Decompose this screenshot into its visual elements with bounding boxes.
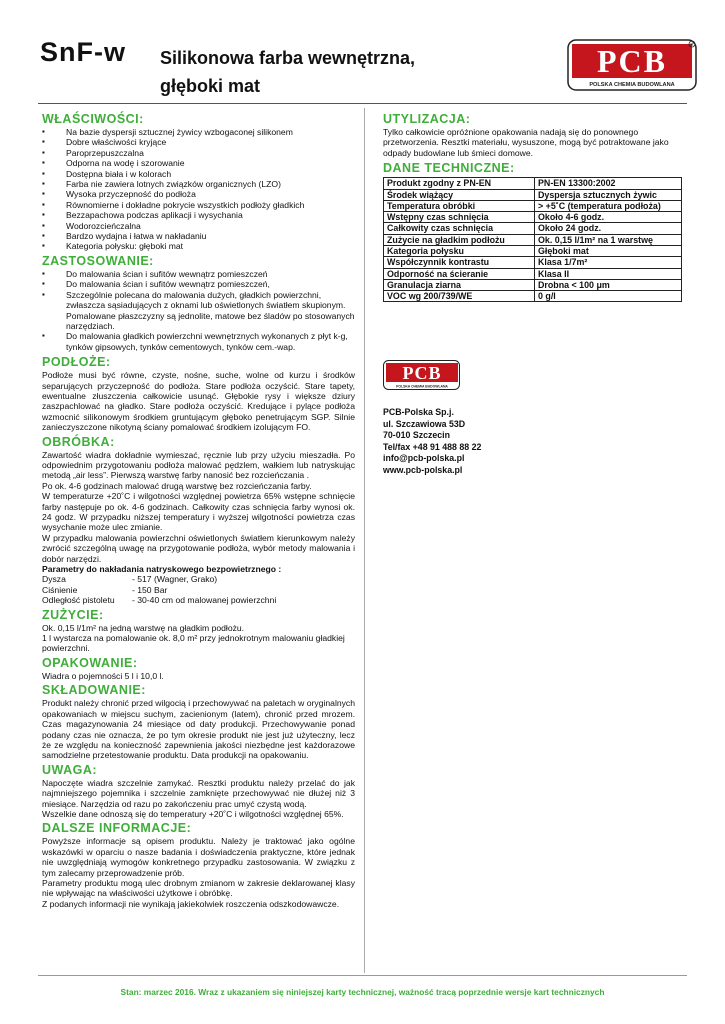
list-item: ▪ Bezzapachowa podczas aplikacji i wysychania <box>42 210 355 220</box>
skladowanie-text: Produkt należy chronić przed wilgocią i przechowywać na paletach w oryginalnych opakowaniach w miejscu suchym, zacienionym (latem), chronić przed mrozem. Czas magazynowania 24 miesiące od daty produkcji. Przechowywanie ponad podany czas nie oznacza, że po tym okresie produkt nie jest już użyteczny, lecz że ze względu na konieczność zapewnienia jakości niezbędne jest każdorazowe samodzielne przetestowanie produktu. Data produkcji na opakowaniu. <box>42 698 355 761</box>
dalsze-text <box>42 836 355 909</box>
spray-param-value: - 517 (Wagner, Grako) <box>132 574 218 585</box>
obrobka-text <box>42 450 355 564</box>
param-name-cell: Kategoria połysku <box>384 246 535 257</box>
spray-param-key: Dysza <box>42 574 66 585</box>
list-item: ▪ Wysoka przyczepność do podłoża <box>42 189 355 199</box>
param-value-cell: Dyspersja sztucznych żywic <box>535 189 682 200</box>
wlasciwosci-heading: WŁAŚCIWOŚCI: <box>42 112 144 126</box>
paragraph: W temperaturze +20˚C i wilgotności względnej powietrza 65% wstępne schnięcie farby następuje po ok. 4-6 godzinach. Całkowity czas schnięcia farby wynosi ok. 24 godz. W przypadku niższej temperatury i wyższej wilgotności powietrza czas wysychanie może ulec zmianie. <box>42 491 355 533</box>
param-name-cell: Granulacja ziarna <box>384 279 535 290</box>
param-name-cell: Całkowity czas schnięcia <box>384 223 535 234</box>
list-item: ▪ Dostępna biała i w kolorach <box>42 169 355 179</box>
param-name-cell: VOC wg 200/739/WE <box>384 291 535 302</box>
product-title <box>160 44 500 100</box>
param-value-cell: Około 24 godz. <box>535 223 682 234</box>
utylizacja-text: Tylko całkowicie opróżnione opakowania nadają się do ponownego przetworzenia. Resztki materiału, wysuszone, mogą być potraktowane jako odpady budowlane lub śmieci domowe. <box>383 127 669 158</box>
uwaga-text: Napoczęte wiadra szczelnie zamykać. Resztki produktu należy przelać do jak najmniejszego pojemnika i szczelnie zamknięte przechowywać nie dłużej niż 3 miesiące. Narzędzia od razu po zakończeniu prac umyć czystą wodą. <box>42 777 355 809</box>
utylizacja-heading: UTYLIZACJA: <box>383 112 471 126</box>
product-title-line-2: głęboki mat <box>160 76 261 96</box>
contact-line: ul. Szczawiowa 53D <box>383 418 466 429</box>
uwaga-heading: UWAGA: <box>42 762 98 777</box>
contact-line: www.pcb-polska.pl <box>383 464 463 475</box>
uwaga-text-2: Wszelkie dane odnoszą się do temperatury +20˚C i wilgotności względnej 65%. <box>42 808 344 819</box>
param-name-cell: Środek wiążący <box>384 189 535 200</box>
column-divider <box>364 108 365 973</box>
list-item: ▪ Na bazie dyspersji sztucznej żywicy wzbogaconej silikonem <box>42 127 355 137</box>
spray-param-row <box>42 595 355 605</box>
obrobka-heading: OBRÓBKA: <box>42 434 115 449</box>
tech-data-table <box>383 177 682 302</box>
param-name-cell: Wstępny czas schnięcia <box>384 212 535 223</box>
list-item: ▪ Wodorozcieńczalna <box>42 221 355 231</box>
param-value-cell: Drobna < 100 μm <box>535 279 682 290</box>
table-row <box>384 178 682 189</box>
spray-param-key: Ciśnienie <box>42 584 78 595</box>
paragraph: Z podanych informacji nie wynikają jakiekolwiek roszczenia odszkodowawcze. <box>42 898 340 909</box>
paragraph: Powyższe informacje są opisem produktu. Należy je traktować jako ogólne wskazówki w oparciu o nasze badania i doświadczenia praktyczne, które jednak nie uwzględniają wymogów konkretnego przypadku zastosowania. W związku z tym zalecamy przeprowadzenie prób. <box>42 836 355 878</box>
svg-text:R: R <box>690 42 694 47</box>
table-row <box>384 268 682 279</box>
spray-param-value: - 150 Bar <box>132 584 168 595</box>
footer-note: Stan: marzec 2016. Wraz z ukazaniem się niniejszej karty technicznej, ważność tracą poprzednie wersje kart technicznych <box>120 987 605 997</box>
param-value-cell: 0 g/l <box>535 291 682 302</box>
param-name-cell: Odporność na ścieranie <box>384 268 535 279</box>
opakowanie-text: Wiadra o pojemności 5 l i 10,0 l. <box>42 670 164 681</box>
param-value-cell: Klasa 1/7m² <box>535 257 682 268</box>
zuzycie-heading: ZUŻYCIE: <box>42 607 104 622</box>
svg-text:PCB: PCB <box>597 43 667 79</box>
param-value-cell: Klasa II <box>535 268 682 279</box>
table-row <box>384 246 682 257</box>
paragraph: W przypadku malowania powierzchni oświetlonych światłem kierunkowym należy zwrócić szczególną uwagę na przygotowanie podłoża, wybór metody malowania i dobór narzędzi. <box>42 532 355 564</box>
list-item: ▪ Farba nie zawiera lotnych związków organicznych (LZO) <box>42 179 355 189</box>
podloze-heading: PODŁOŻE: <box>42 355 111 370</box>
paragraph: Po ok. 4-6 godzinach malować drugą warstwę bez rozcieńczania farby. <box>42 480 312 491</box>
pcb-logo-small <box>383 360 461 390</box>
svg-text:POLSKA CHEMIA BUDOWLANA: POLSKA CHEMIA BUDOWLANA <box>396 384 448 389</box>
skladowanie-heading: SKŁADOWANIE: <box>42 683 146 698</box>
list-item: ▪ Bardzo wydajna i łatwa w nakładaniu <box>42 231 355 241</box>
wlasciwosci-list <box>42 127 355 252</box>
list-item: ▪ Odporna na wodę i szorowanie <box>42 158 355 168</box>
left-column <box>42 110 355 909</box>
contact-block <box>383 360 481 477</box>
contact-line: Tel/fax +48 91 488 88 22 <box>383 441 482 452</box>
param-name-cell: Temperatura obróbki <box>384 200 535 211</box>
param-value-cell: Głęboki mat <box>535 246 682 257</box>
list-item: ▪ Do malowania ścian i sufitów wewnątrz pomieszczeń <box>42 269 355 279</box>
zastosowanie-heading: ZASTOSOWANIE: <box>42 253 154 268</box>
param-value-cell: > +5˚C (temperatura podłoża) <box>535 200 682 211</box>
paragraph: Zawartość wiadra dokładnie wymieszać, ręcznie lub przy użyciu mieszadła. Po odpowiednim przygotowaniu podłoża malować pędzlem, wałkiem lub natryskując metodą „air less”. Pierwszą warstwę farby nanosić bez rozcieńczania . <box>42 449 355 481</box>
param-name-cell: Zużycie na gładkim podłożu <box>384 234 535 245</box>
spray-param-row <box>42 585 355 595</box>
footer-rule <box>38 975 687 976</box>
svg-text:PCB: PCB <box>402 363 442 383</box>
table-row <box>384 200 682 211</box>
param-value-cell: Około 4-6 godz. <box>535 212 682 223</box>
table-row <box>384 257 682 268</box>
table-row <box>384 212 682 223</box>
dane-techniczne-heading: DANE TECHNICZNE: <box>383 161 515 176</box>
header-rule <box>38 103 687 104</box>
table-row <box>384 234 682 245</box>
paragraph: Parametry produktu mogą ulec drobnym zmianom w zakresie deklarowanej klasy nie wpływając na właściwości użytkowe i obróbkę. <box>42 877 355 899</box>
spray-param-key: Odległość pistoletu <box>42 595 115 606</box>
list-item: ▪ Paroprzepuszczalna <box>42 148 355 158</box>
zuzycie-line-1: Ok. 0,15 l/1m² na jedną warstwę na gładkim podłożu. <box>42 622 245 633</box>
svg-text:POLSKA CHEMIA BUDOWLANA: POLSKA CHEMIA BUDOWLANA <box>589 82 675 88</box>
zuzycie-line-2: 1 l wystarcza na pomalowanie ok. 8,0 m² przy jednokrotnym malowaniu gładkiej powierzchni. <box>42 633 345 654</box>
pcb-logo <box>567 39 699 91</box>
contact-line: 70-010 Szczecin <box>383 430 450 441</box>
list-item: ▪ Szczególnie polecana do malowania dużych, gładkich powierzchni, zwłaszcza sąsiadujących z oknami lub oświetlonych światłem skupionym. Pomalowane płaszczyzny są jednolite, matowe bez śladów po stosowanych narzędziach. <box>42 290 355 332</box>
right-column <box>383 110 688 302</box>
param-name-cell: Produkt zgodny z PN-EN <box>384 178 535 189</box>
list-item: ▪ Równomierne i dokładne pokrycie wszystkich podłoży gładkich <box>42 200 355 210</box>
param-name-cell: Współczynnik kontrastu <box>384 257 535 268</box>
table-row <box>384 291 682 302</box>
dalsze-heading: DALSZE INFORMACJE: <box>42 821 192 836</box>
contact-lines <box>383 407 481 477</box>
param-value-cell: Ok. 0,15 l/1m² na 1 warstwę <box>535 234 682 245</box>
spray-param-value: - 30-40 cm od malowanej powierzchni <box>132 595 277 606</box>
list-item: ▪ Do malowania gładkich powierzchni wewnętrznych wykonanych z płyt k-g, tynków gipsowych, tynków cementowych, tynków cem.-wap. <box>42 331 355 352</box>
table-row <box>384 279 682 290</box>
list-item: ▪ Dobre właściwości kryjące <box>42 137 355 147</box>
contact-line: PCB-Polska Sp.j. <box>383 407 454 417</box>
spray-params-heading: Parametry do nakładania natryskowego bezpowietrznego : <box>42 564 282 575</box>
table-row <box>384 189 682 200</box>
podloze-text: Podłoże musi być równe, czyste, nośne, suche, wolne od kurzu i środków separujących przyczepność do podłoża. Stare podłoża oczyścić. Stare tapety, ewentualne złuszczenia całkowicie usunąć. Głębokie rysy i większe dziury zaszpachlować na gładko. Stare podłoża oczyścić. Kredujące i pylące podłoża wzmocnić silikonowym środkiem gruntującym głęboko penetrującym SGP. Silnie zanieczyszczone nikotyną ściany pomalować środkiem izolującym FO. <box>42 370 355 433</box>
contact-line: info@pcb-polska.pl <box>383 453 465 464</box>
spray-params <box>42 574 355 605</box>
param-value-cell: PN-EN 13300:2002 <box>535 178 682 189</box>
list-item: ▪ Do malowania ścian i sufitów wewnątrz pomieszczeń, <box>42 279 355 289</box>
product-title-line-1: Silikonowa farba wewnętrzna, <box>160 48 416 68</box>
table-row <box>384 223 682 234</box>
product-code: SnF-w <box>40 37 126 67</box>
opakowanie-heading: OPAKOWANIE: <box>42 655 138 670</box>
zastosowanie-list <box>42 269 355 352</box>
list-item: ▪ Kategoria połysku: głęboki mat <box>42 241 355 251</box>
spray-param-row <box>42 574 355 584</box>
